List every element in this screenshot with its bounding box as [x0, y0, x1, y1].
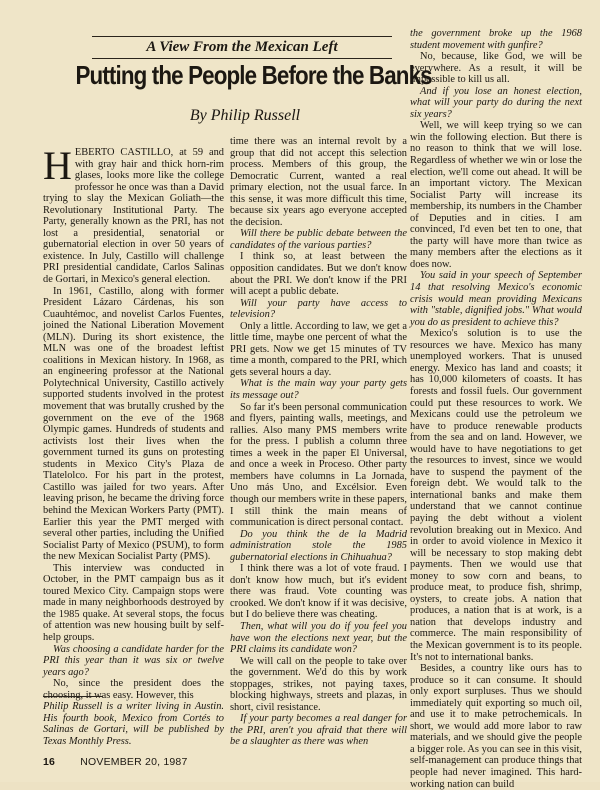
- column-1: [43, 143, 224, 701]
- question-paragraph: [230, 713, 407, 748]
- paragraph-text: Do you think the de la Madrid administration stole the 1985 gubernatorial elections in Chihuahua?: [230, 528, 407, 563]
- body-paragraph: [230, 251, 407, 297]
- byline: By Philip Russell: [189, 107, 301, 124]
- paragraph-text: EBERTO CASTILLO, at 59 and with gray hair and thick horn-rim glases, looks more like the college professor he once was than a David trying to slay the Mexican Goliath—the Revolutionary Institutional Party. The Party, generally known as the PRI, has not lost a presidential, senatorial or gubernatorial election in over 50 years of existence. In July, Castillo will challenge PRI presidential candidate, Carlos Salinas de Gortari, in Mexico's general election.: [43, 147, 224, 286]
- paragraph-text: If your party becomes a real danger for the PRI, aren't you afraid that there will be a slaughter as there was when: [230, 713, 407, 748]
- paragraph-text: You said in your speech of September 14 that resolving Mexico's economic crisis would mean providing Mexicans with "stable, dignified jobs." What would you do as president to achieve this?: [410, 270, 582, 328]
- paragraph-text: What is the main way your party gets its message out?: [230, 378, 407, 402]
- question-paragraph: [230, 228, 407, 251]
- paragraph-text: No, since the president does the choosing, it was easy. However, this: [43, 678, 224, 701]
- question-paragraph: [230, 378, 407, 401]
- question-paragraph: [410, 28, 582, 51]
- paragraph-text: Will there be public debate between the candidates of the various parties?: [230, 228, 407, 251]
- paragraph-text: Well, we will keep trying so we can win the following election. But there is no reason to think that we will lose. Regardless of whether we win or lose the election, we'll come out ahead. It will be an important victory. The Mexican Socialist Party will increase its membership, its numbers in the Chamber of Deputies and in cities. I am convinced, I'd even bet ten to one, that the party will have more than twice as many members after the elections as it does now.: [410, 120, 582, 270]
- paragraph-text: Will your party have access to television?: [230, 297, 407, 321]
- body-paragraph: [410, 120, 582, 270]
- question-paragraph: [230, 298, 407, 321]
- question-paragraph: [410, 86, 582, 121]
- question-paragraph: [230, 529, 407, 564]
- paragraph-text: Mexico's solution is to use the resources we have. Mexico has many unemployed workers. That is unused energy. Mexico has land and coasts; it has 10,000 kilometers of coasts. It has forests and fossil fuels. Our government could put these resources to work. We Mexicans could use the petroleum we have to produce renewable products from the sea and on land. However, we would have to have negotiations to get the resources to invest, since we would have to suspend the payment of the foreign debt. We would talk to the international banks and make them understand that we cannot continue paying the debt without a violent revolution breaking out in Mexico. And in order to avoid violence in Mexico it will be necessary to stop making debt payments. Then we would use that money to sow corn and beans, to produce meat, to produce fish, shrimp, oysters, to create jobs. A nation that produces, a nation that is at work, is a nation that develops industry and commerce. The main responsibility of the Mexican government is to its people. It's not to international banks.: [410, 328, 582, 663]
- paragraph-text: Only a little. According to law, we get a little time, maybe one percent of what the PRI gets. Now we get 15 minutes of TV time a month, compared to the PRI, which gets several hours a day.: [230, 320, 407, 378]
- body-paragraph: [43, 143, 224, 286]
- body-paragraph: [230, 402, 407, 529]
- bio-divider: [43, 696, 103, 697]
- paragraph-text: I think so, at least between the opposition candidates. But we don't know about the PRI. We don't know if the PRI will acept a public debate.: [230, 251, 407, 298]
- kicker: A View From the Mexican Left: [92, 36, 392, 59]
- question-paragraph: [410, 270, 582, 328]
- column-3: [410, 28, 582, 790]
- column-2: [230, 136, 407, 748]
- body-paragraph: [230, 563, 407, 621]
- paragraph-text: No, because, like God, we will be everywhere. As a result, it will be impossible to kill us all.: [410, 51, 582, 86]
- paragraph-text: time there was an internal revolt by a group that did not accept this selection process. Members of this group, the Democratic Current, wanted a real primary election, not the usual farce. In this sense, it was more difficult this time, because six years ago everyone accepted the decision.: [230, 136, 407, 228]
- author-bio: Philip Russell is a writer living in Austin. His fourth book, Mexico from Cortés to Salinas de Gortari, will be published by Texas Monthly Press.: [43, 701, 224, 747]
- page-footer: [43, 756, 188, 768]
- paragraph-text: Besides, a country like ours has to produce so it can consume. It should only export surpluses. Thus we should immediately quit exporting so much oil, and use it to make petrochemicals. In short, we would add more labor to raw materials, and we should give the people a bigger role. As you can see in this visit, self-management can produce things that people had never imagined. This hard-working nation can build: [410, 663, 582, 790]
- issue-date: NOVEMBER 20, 1987: [80, 756, 188, 768]
- paragraph-text: We will call on the people to take over the government. We'd do this by work stoppages, strikes, not paying taxes, blocking highways, streets and plazas, in short, civil resistance.: [230, 655, 407, 713]
- body-paragraph: [43, 286, 224, 563]
- paragraph-text: the government broke up the 1968 student movement with gunfire?: [410, 28, 582, 51]
- paragraph-text: I think there was a lot of vote fraud. I don't know how much, but it's evident there was fraud. Vote counting was crooked. We don't know if it was decisive, but I do believe there was cheating.: [230, 563, 407, 621]
- body-paragraph: [230, 321, 407, 379]
- drop-cap: H: [43, 143, 72, 188]
- paragraph-text: Then, what will you do if you feel you have won the elections next year, but the PRI claims its candidate won?: [230, 620, 407, 656]
- paragraph-text: This interview was conducted in October, in the PMT campaign bus as it toured Mexico City. Campaign stops were made in many neighborhoods destroyed by the 1985 quake. At several stops, the focus of attention was new housing built by self-help groups.: [43, 562, 224, 643]
- body-paragraph: [230, 136, 407, 228]
- body-paragraph: [43, 563, 224, 644]
- body-paragraph: [230, 656, 407, 714]
- body-paragraph: [410, 328, 582, 663]
- headline: Putting the People Before the Banks: [75, 60, 432, 90]
- question-paragraph: [43, 644, 224, 679]
- body-paragraph: [43, 678, 224, 701]
- paragraph-text: So far it's been personal communication and flyers, painting walls, meetings, and rallies. Also many PMS members write for the press. I publish a column three times a week in the paper El Universal, and once a week in Proceso. Other party members have columns in La Jornada, Uno más Uno, and Excélsior. Even though our members write in these papers, I still think the main means of communication is direct personal contact.: [230, 401, 407, 529]
- question-paragraph: [230, 621, 407, 656]
- paragraph-text: And if you lose an honest election, what will your party do during the next six years?: [410, 85, 582, 120]
- body-paragraph: [410, 663, 582, 790]
- page-number: 16: [43, 756, 56, 768]
- paragraph-text: In 1961, Castillo, along with former President Lázaro Cárdenas, his son Cuauhtémoc, and novelist Carlos Fuentes, joined the National Liberation Movement (MLN). During its short existence, the MLN was one of the broadest leftist coalitions in Mexican history. In 1968, as an engineering professor at the National Polytechnical University, Castillo actively supported students involved in the protest movement that was brutally crushed by the government on the eve of the 1968 Olympic games. Hundreds of students and activists lost their lives when the government turned its guns on protesting students in Mexico City's Plaza de Tlatelolco. For his part in the protest, Castillo was jailed for two years. After leaving prison, he became the driving force behind the Mexican Workers Party (PMT). Earlier this year the PMT merged with several other parties, including the Unified Socialist Party of Mexico (PSUM), to form the new Mexican Socialist Party (PMS).: [43, 285, 224, 563]
- paragraph-text: Was choosing a candidate harder for the PRI this year than it was six or twelve years ago?: [43, 643, 224, 678]
- body-paragraph: [410, 51, 582, 86]
